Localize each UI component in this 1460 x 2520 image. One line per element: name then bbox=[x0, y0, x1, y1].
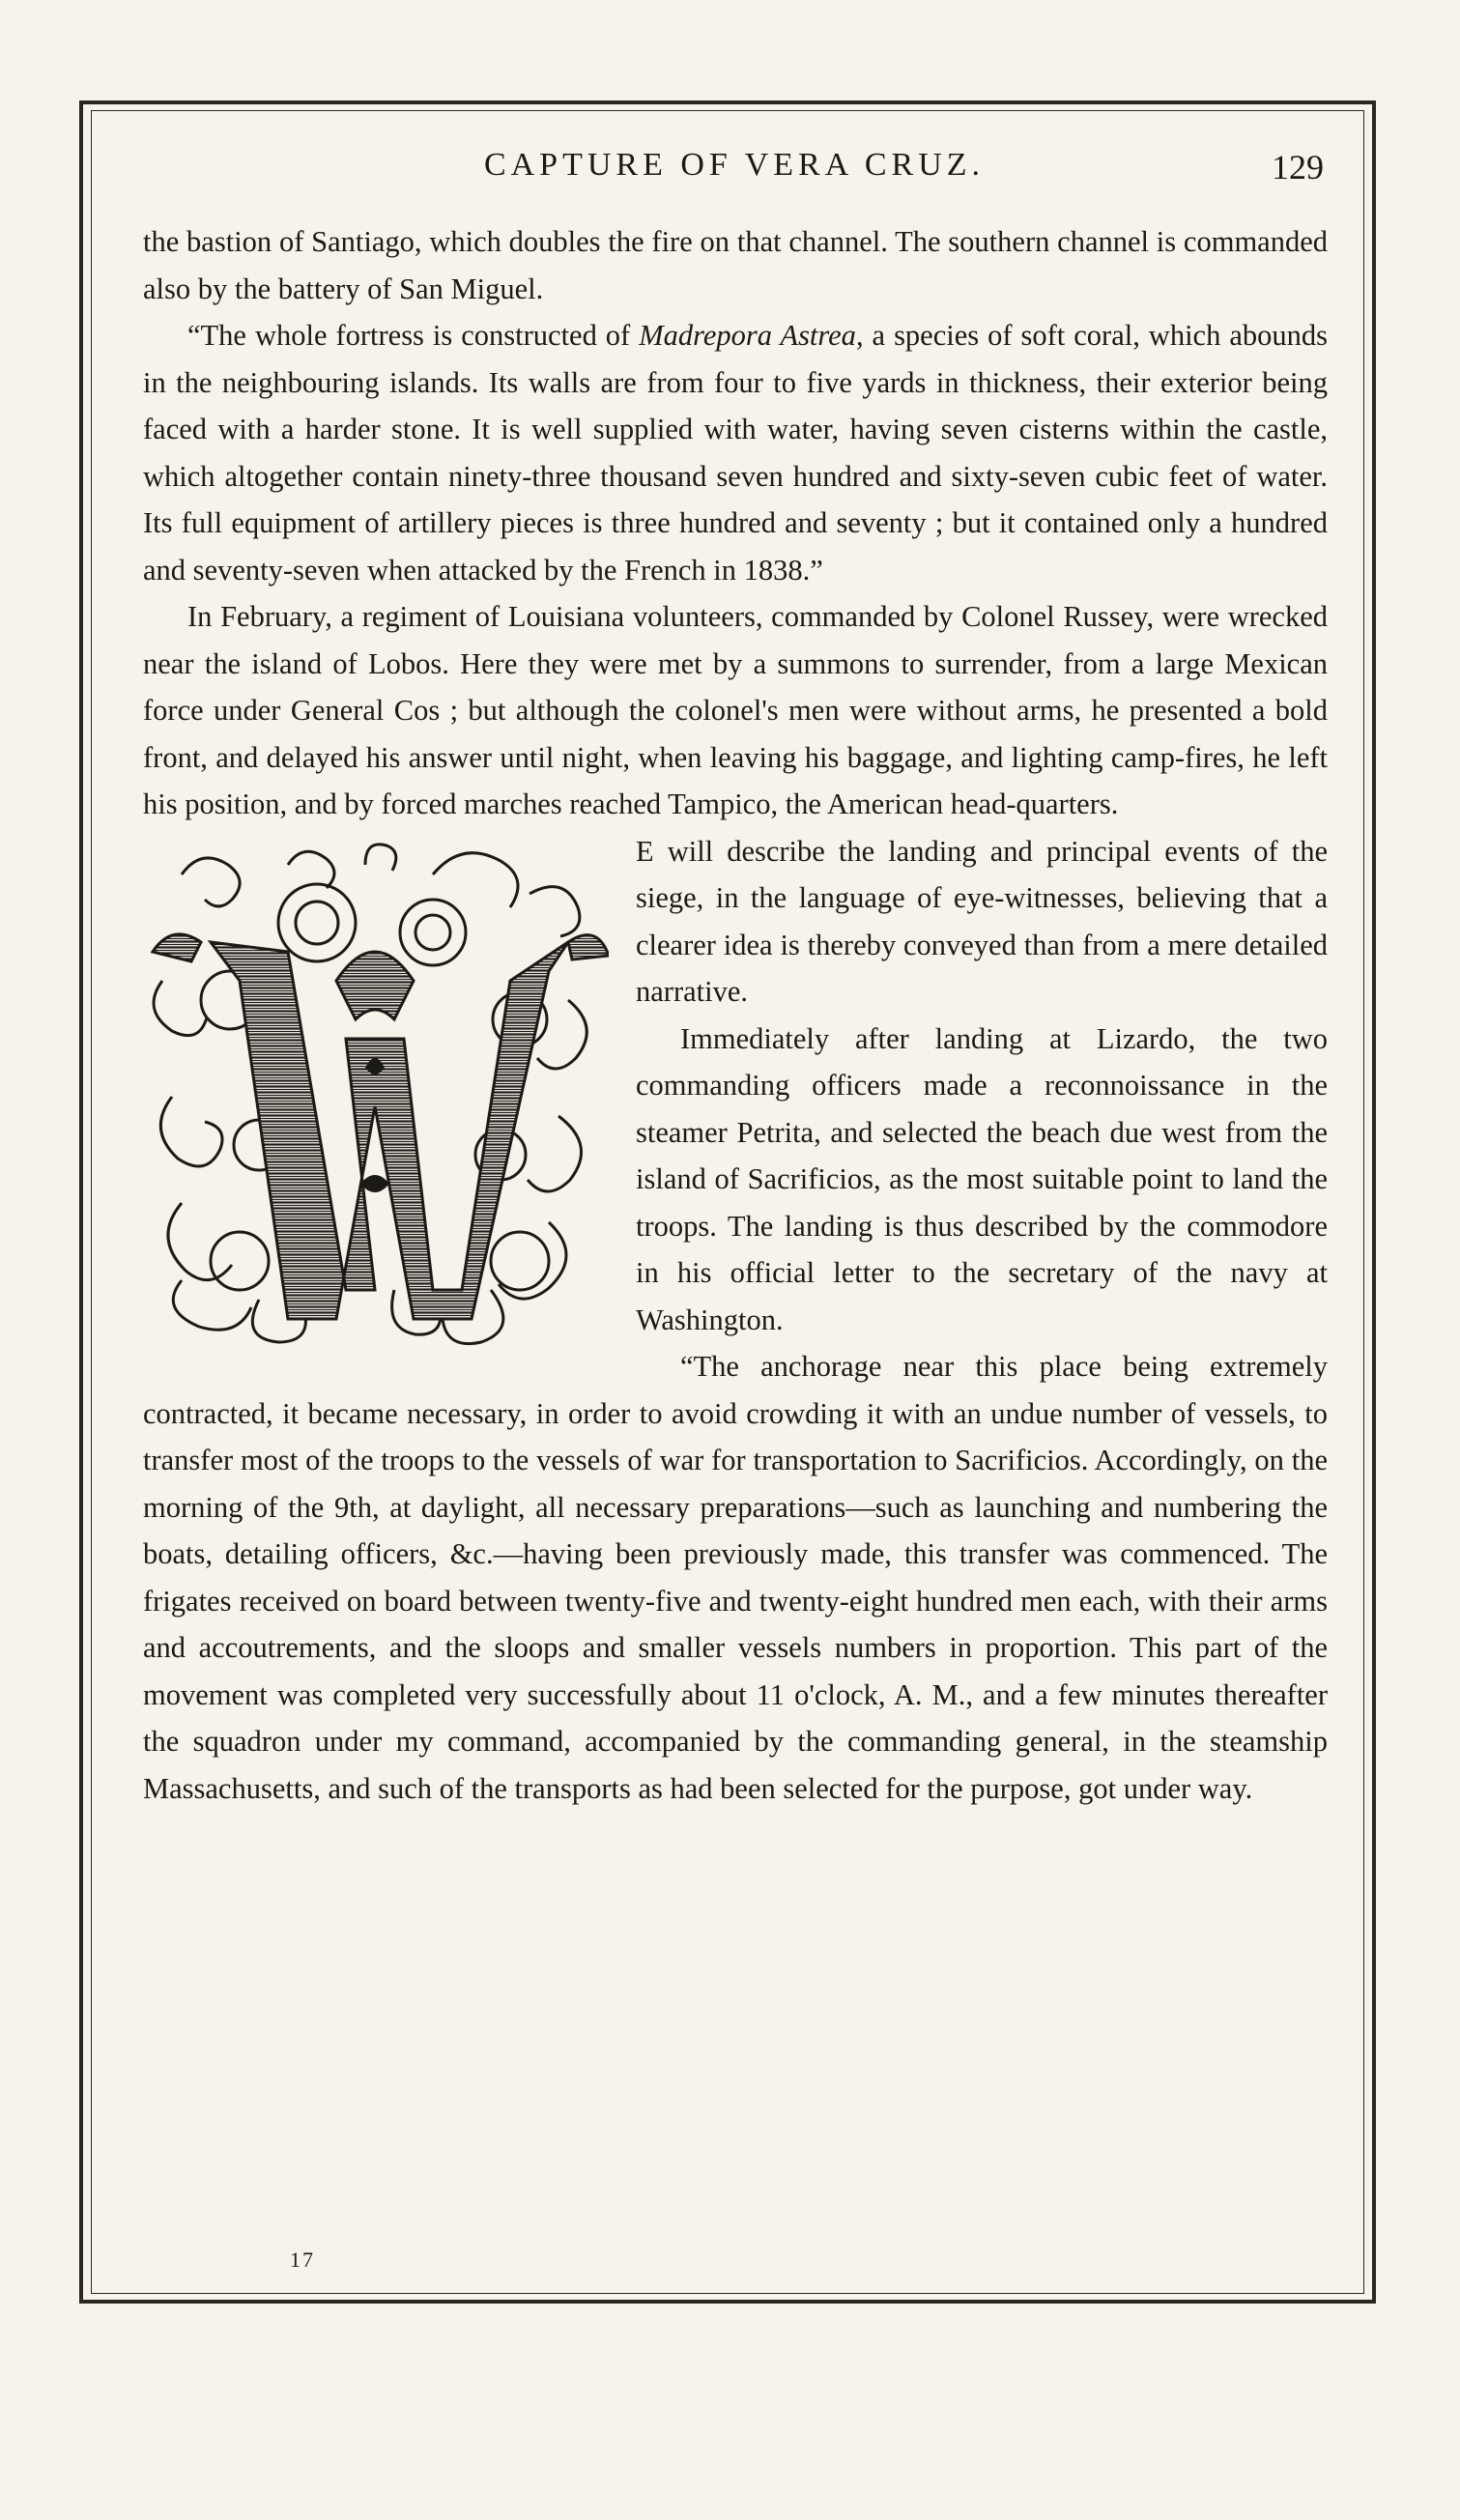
paragraph-2 bbox=[143, 312, 1328, 593]
paragraph-1: the bastion of Santiago, which doubles the fire on that channel. The southern channel is commanded also by the battery of San Miguel. bbox=[143, 225, 1328, 305]
species-name: Madrepora Astrea bbox=[639, 319, 856, 352]
page-number: 129 bbox=[1272, 148, 1324, 186]
ornamental-letter-w-icon bbox=[143, 836, 609, 1346]
body-text bbox=[143, 218, 1328, 1812]
drop-cap-graphic bbox=[143, 836, 609, 1346]
paragraph-6: “The anchorage near this place being extremely contracted, it became necessary, in order to avoid crowding it with an undue number of vessels, to transfer most of the troops to the vessels of war for transportation to Sacrificios. Accordingly, on the morning of the 9th, at daylight, all necessary preparations—such as launching and numbering the boats, detailing officers, &c.—having been previously made, this transfer was commenced. The frigates received on board between twenty-five and twenty-eight hundred men each, with their arms and accoutrements, and the sloops and smaller vessels numbers in proportion. This part of the movement was completed very successfully about 11 o'clock, A. M., and a few minutes thereafter the squadron under my command, accompanied by the commanding general, in the steamship Massachusetts, and such of the transports as had been selected for the purpose, got under way. bbox=[143, 1350, 1328, 1805]
signature-mark: 17 bbox=[290, 2248, 315, 2272]
paragraph-3: In February, a regiment of Louisiana volunteers, commanded by Colonel Russey, were wrecked near the island of Lobos. Here they were met by a summons to surrender, from a large Mexican force under General Cos ; but although the colonel's men were without arms, he presented a bold front, and delayed his answer until night, when leaving his baggage, and lighting camp-fires, he left his position, and by forced marches reached Tampico, the American head-quarters. bbox=[143, 600, 1328, 820]
paragraph-4: E will describe the landing and principal events of the siege, in the language of eye-witnesses, believing that a clearer idea is thereby conveyed than from a mere detailed narrative. bbox=[636, 834, 1328, 1008]
paragraph-5: Immediately after landing at Lizardo, the two commanding officers made a reconnoissance in the steamer Petrita, and selected the beach due west from the island of Sacrificios, as the most suitable point to land the troops. The landing is thus described by the commodore in his official letter to the secretary of the navy at Washington. bbox=[636, 1021, 1328, 1336]
running-head: CAPTURE OF VERA CRUZ. bbox=[483, 147, 986, 183]
paragraph-2-start: “The whole fortress is constructed of bbox=[187, 319, 640, 352]
paragraph-2-rest: , a species of soft coral, which abounds in the neighbouring islands. Its walls are from four to five yards in thickness, their exterior being faced with a harder stone. It is well supplied with water, having seven cisterns within the castle, which altogether contain ninety-three thousand seven hundred and sixty-seven cubic feet of water. Its full equipment of artillery pieces is three hundred and seventy ; but it contained only a hundred and seventy-seven when attacked by the French in 1838.” bbox=[143, 319, 1328, 587]
page-header bbox=[135, 147, 1333, 195]
